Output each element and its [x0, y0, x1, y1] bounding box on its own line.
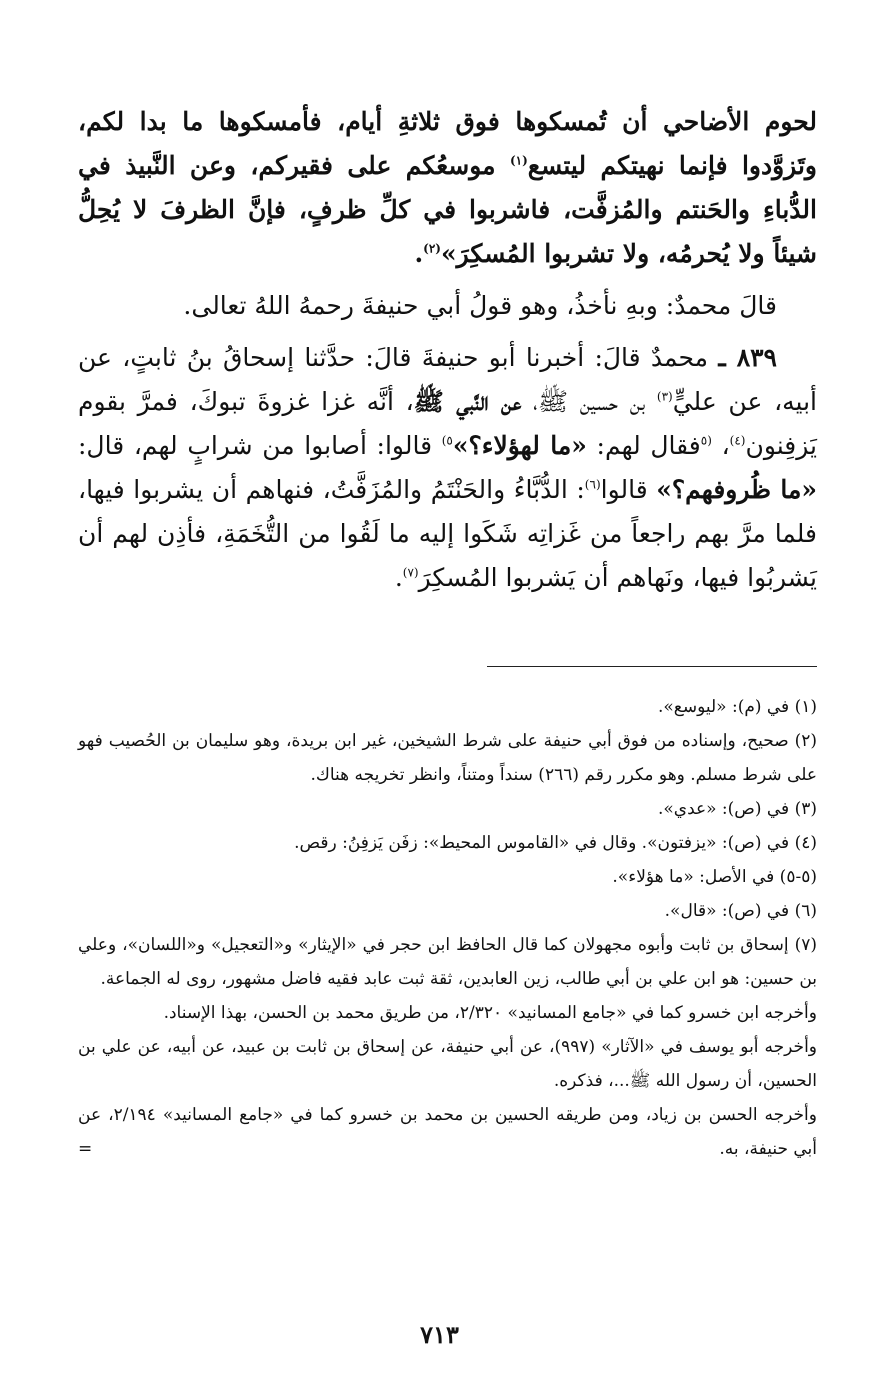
text-run: . [394, 563, 403, 592]
footnote-7-continued: وأخرجه ابن خسرو كما في «جامع المسانيد» ٢/٣٢٠، من طريق محمد بن الحسن، بهذا الإسناد. [163, 1003, 817, 1023]
footnote-1: (١) في (م): «ليوسع». [657, 697, 817, 717]
footnote-3: (٣) في (ص): «عدي». [657, 799, 817, 819]
footnote-ref-5-start[interactable]: (٥ [700, 433, 712, 448]
text-run: فقال لهم: [586, 431, 701, 460]
footnote-2: (٢) صحيح، وإسناده من فوق أبي حنيفة على شرط الشيخين، غير ابن بريدة، وهو سليمان بن الحُصيب فهو على شرط مسلم. وهو مكرر رقم (٢٦٦) سنداً ومتناً، وانظر تخريجه هناك. [78, 731, 817, 785]
footnote-4: (٤) في (ص): «يزفتون». وقال في «القاموس المحيط»: زفَن يَزفِنُ: رقص. [294, 833, 817, 853]
footnotes [78, 690, 817, 1166]
text-run: لحوم الأضاحي أن تُمسكوها فوق ثلاثةِ أيام، فأمسكوها ما بدا لكم، وتَزوَّدوا فإنما نهيتكم ليتسع [78, 107, 817, 180]
footnote-5: (٥-٥) في الأصل: «ما هؤلاء». [612, 867, 817, 887]
footnote-7-continued: وأخرجه الحسن بن زياد، ومن طريقه الحسين بن محمد بن خسرو كما في «جامع المسانيد» ٢/١٩٤، عن أبي حنيفة، به. [78, 1105, 817, 1159]
footnote-7: (٧) إسحاق بن ثابت وأبوه مجهولان كما قال الحافظ ابن حجر في «الإيثار» و«التعجيل» و«اللسان»، وعلي بن حسين: هو ابن علي بن أبي طالب، زين العابدين، ثقة ثبت عابد فقيه فاضل مشهور، روى له الجماعة. [78, 935, 817, 989]
page-number: ٧١٣ [420, 1320, 459, 1349]
text-run: قالوا [600, 475, 657, 504]
main-text [78, 100, 817, 600]
text-run: : الدُّبَّاءُ والحَنْتَمُ والمُزَفَّتُ، فنهاهم أن يشربوا فيها، فلما مرَّ بهم راجعاً من غَزاتِه شَكَوا إليه ما لَقُوا من التُّخَمَةِ، فأذِن لهم أن يَشربُوا فيها، ونَهاهم أن يَشربوا المُسكِرَ [78, 475, 817, 592]
footnote-ref-3[interactable]: (٣) [656, 389, 673, 404]
footnote-ref-5-end[interactable]: ٥) [441, 433, 453, 448]
text-run-bold: عن النَّبي ﷺ [413, 387, 522, 416]
text-run: ، أنَّه غزا غزوةَ تبوكَ، فمرَّ بقوم يَزفِنون [78, 387, 817, 460]
text-run: قالوا: أصابوا من شرابٍ لهم، قال: [78, 431, 442, 460]
hadith-number: ٨٣٩ ـ [718, 343, 777, 372]
text-run: ، [711, 431, 730, 460]
footnote-ref-4[interactable]: (٤) [729, 433, 746, 448]
footnote-ref-7[interactable]: (٧) [402, 565, 419, 580]
text-run-bold: «ما لهؤلاء؟» [452, 431, 587, 460]
text-run: . [414, 239, 424, 268]
footnote-ref-1[interactable]: (١) [509, 153, 528, 168]
footnote-ref-6[interactable]: (٦) [584, 477, 601, 492]
text-run: محمدٌ قالَ: أخبرنا أبو حنيفةَ قالَ: حدَّثنا إسحاقُ بنُ ثابتٍ، عن أبيه، عن عليٍّ [78, 343, 817, 416]
footnote-7-continued: وأخرجه أبو يوسف في «الآثار» (٩٩٧)، عن أبي حنيفة، عن إسحاق بن ثابت بن عبيد، عن أبيه، عن علي بن الحسين، أن رسول الله ﷺ...، فذكره. [78, 1037, 818, 1091]
paragraph-hadith-end [78, 100, 817, 276]
page [78, 100, 817, 1388]
paragraph-hadith-839 [78, 336, 817, 600]
text-run-bold: «ما ظُروفهم؟» [656, 475, 818, 504]
text-run: بن حسين ﷺ، [521, 387, 657, 416]
footnote-ref-2[interactable]: (٢) [423, 241, 441, 256]
footnote-separator [487, 666, 817, 667]
continuation-mark: = [78, 1139, 93, 1159]
paragraph-muhammad-comment: قالَ محمدٌ: وبهِ نأخذُ، وهو قولُ أبي حنيفةَ رحمهُ اللهُ تعالى. [183, 291, 777, 320]
text-run: موسعُكم على فقيركم، وعن النَّبيذ في الدُّباءِ والحَنتم والمُزفَّت، فاشربوا في كلِّ ظرفٍ، فإنَّ الظرفَ لا يُحِلُّ شيئاً ولا يُحرمُه، ولا تشربوا المُسكِرَ» [78, 151, 817, 268]
footnote-6: (٦) في (ص): «قال». [664, 901, 817, 921]
